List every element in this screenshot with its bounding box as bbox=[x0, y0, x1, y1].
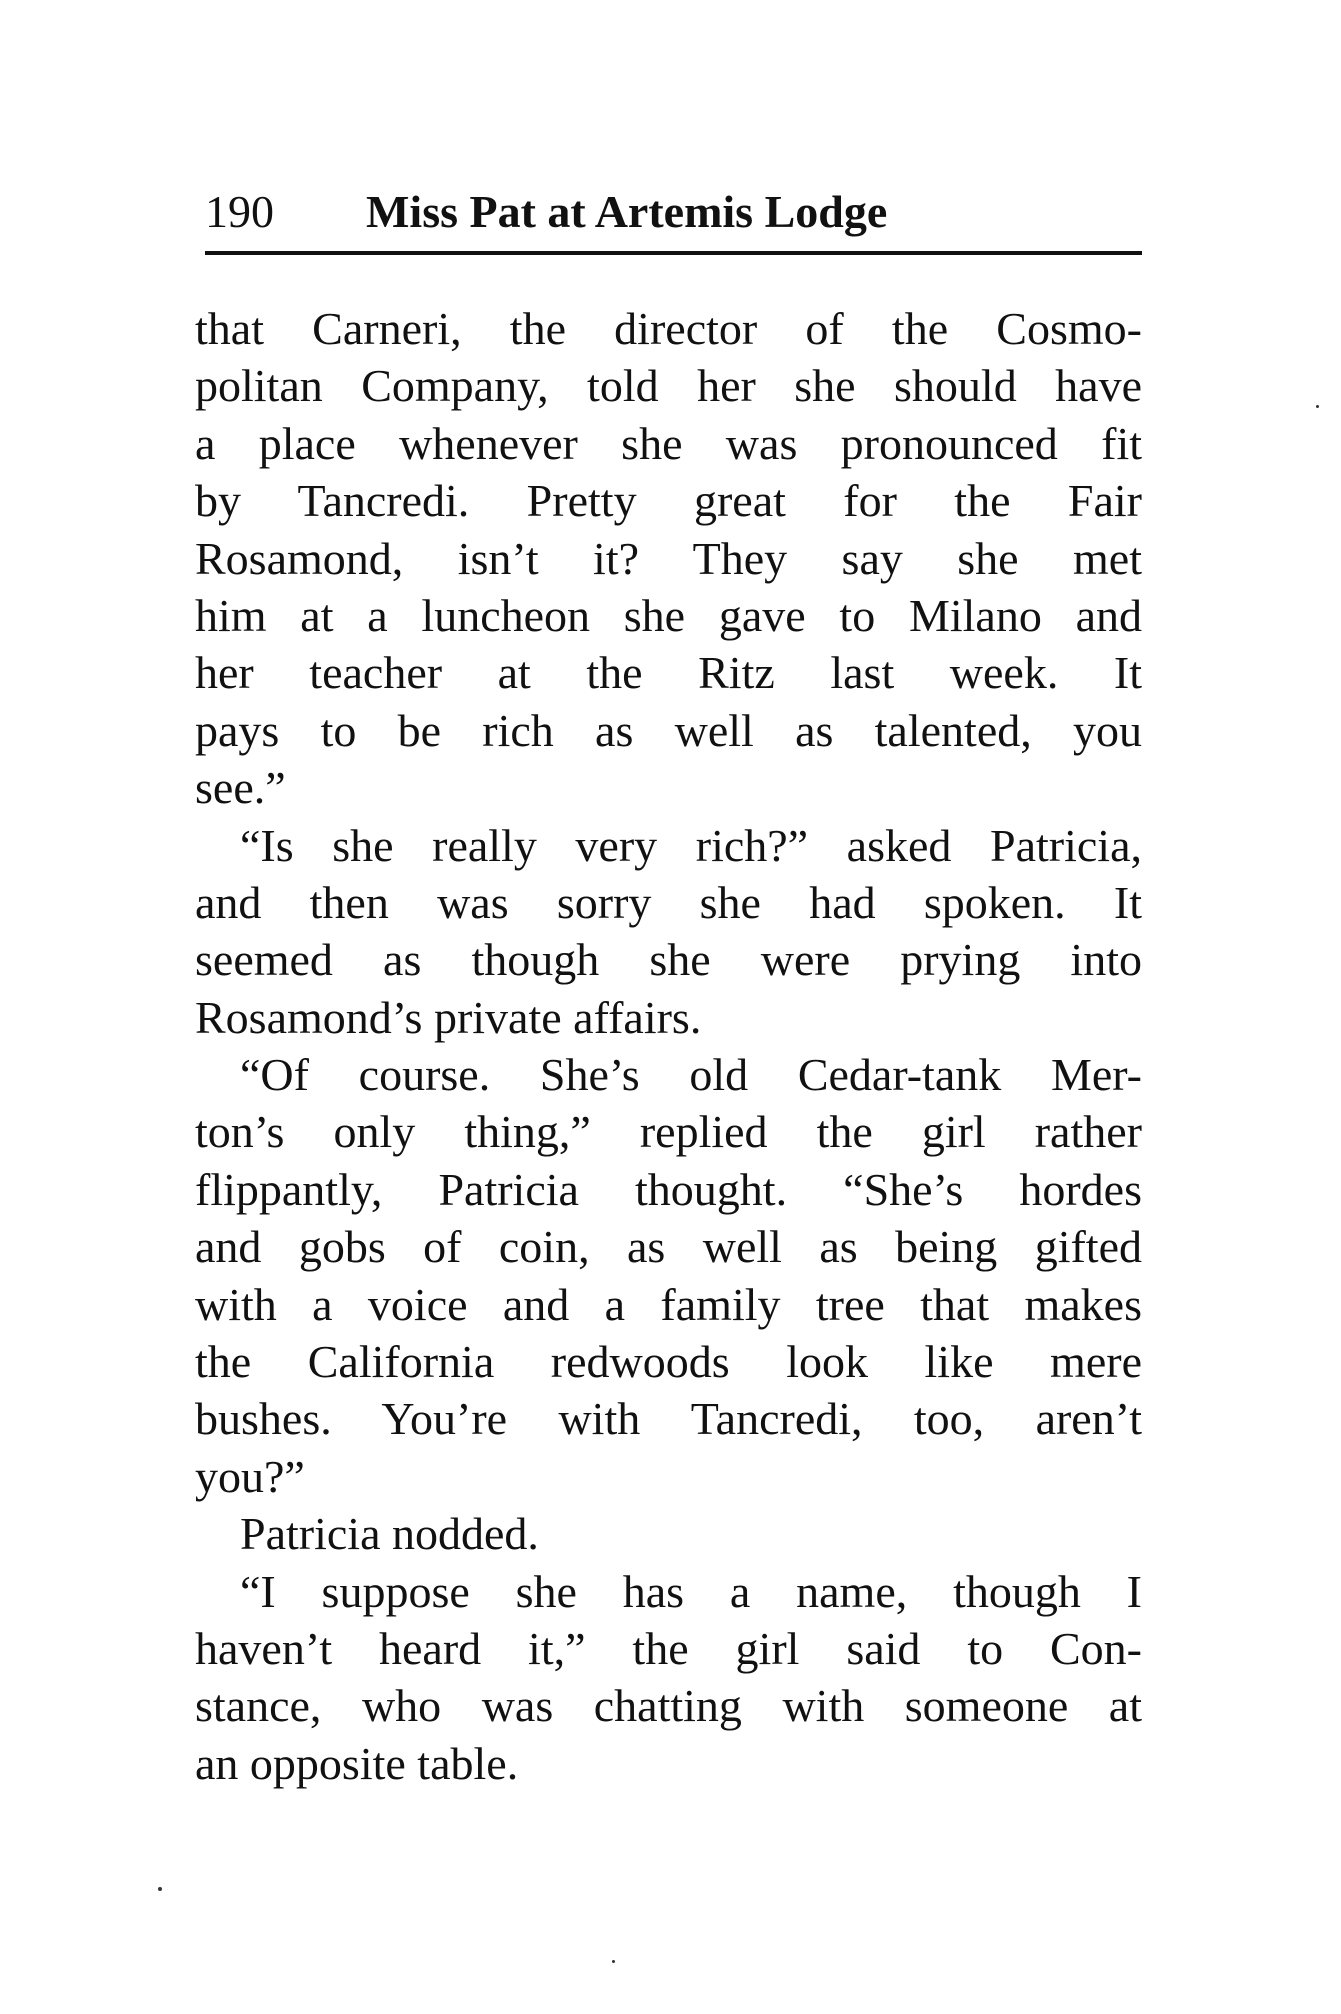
text-line: that Carneri, the director of the Cosmo- bbox=[195, 303, 1142, 354]
text-line: an opposite table. bbox=[195, 1737, 519, 1789]
text-line: Patricia nodded. bbox=[240, 1508, 539, 1560]
header-rule bbox=[205, 251, 1142, 255]
text-line: ton’s only thing,” replied the girl rather bbox=[195, 1106, 1142, 1158]
book-title: Miss Pat at Artemis Lodge bbox=[366, 186, 888, 237]
text-line: and gobs of coin, as well as being gifted bbox=[195, 1221, 1142, 1273]
text-line: Rosamond, isn’t it? They say she met bbox=[195, 532, 1142, 584]
body-text bbox=[195, 300, 1142, 1792]
text-line: and then was sorry she had spoken. It bbox=[195, 876, 1142, 928]
text-line: him at a luncheon she gave to Milano and bbox=[195, 589, 1142, 641]
text-line: “I suppose she has a name, though I bbox=[240, 1565, 1142, 1617]
running-head bbox=[205, 184, 1142, 254]
text-line: you?” bbox=[195, 1450, 305, 1502]
text-line: stance, who was chatting with someone at bbox=[195, 1680, 1142, 1732]
text-line: “Is she really very rich?” asked Patricia, bbox=[240, 819, 1142, 871]
print-speck bbox=[612, 1960, 615, 1963]
text-line: pays to be rich as well as talented, you bbox=[195, 704, 1142, 756]
text-line: with a voice and a family tree that makes bbox=[195, 1278, 1142, 1330]
text-line: Rosamond’s private affairs. bbox=[195, 991, 702, 1043]
text-line: seemed as though she were prying into bbox=[195, 934, 1142, 986]
text-line: politan Company, told her she should have bbox=[195, 360, 1142, 412]
text-line: by Tancredi. Pretty great for the Fair bbox=[195, 475, 1142, 527]
text-line: the California redwoods look like mere bbox=[195, 1336, 1142, 1388]
text-line: haven’t heard it,” the girl said to Con- bbox=[195, 1622, 1142, 1674]
text-line: flippantly, Patricia thought. “She’s hordes bbox=[195, 1163, 1142, 1215]
text-line: bushes. You’re with Tancredi, too, aren’t bbox=[195, 1393, 1142, 1445]
print-speck bbox=[158, 1887, 162, 1891]
text-line: her teacher at the Ritz last week. It bbox=[195, 647, 1142, 699]
print-speck bbox=[1316, 405, 1319, 408]
text-line: “Of course. She’s old Cedar-tank Mer- bbox=[240, 1049, 1142, 1101]
text-line: see.” bbox=[195, 762, 286, 814]
page-number: 190 bbox=[205, 186, 274, 237]
text-line: a place whenever she was pronounced fit bbox=[195, 417, 1142, 469]
